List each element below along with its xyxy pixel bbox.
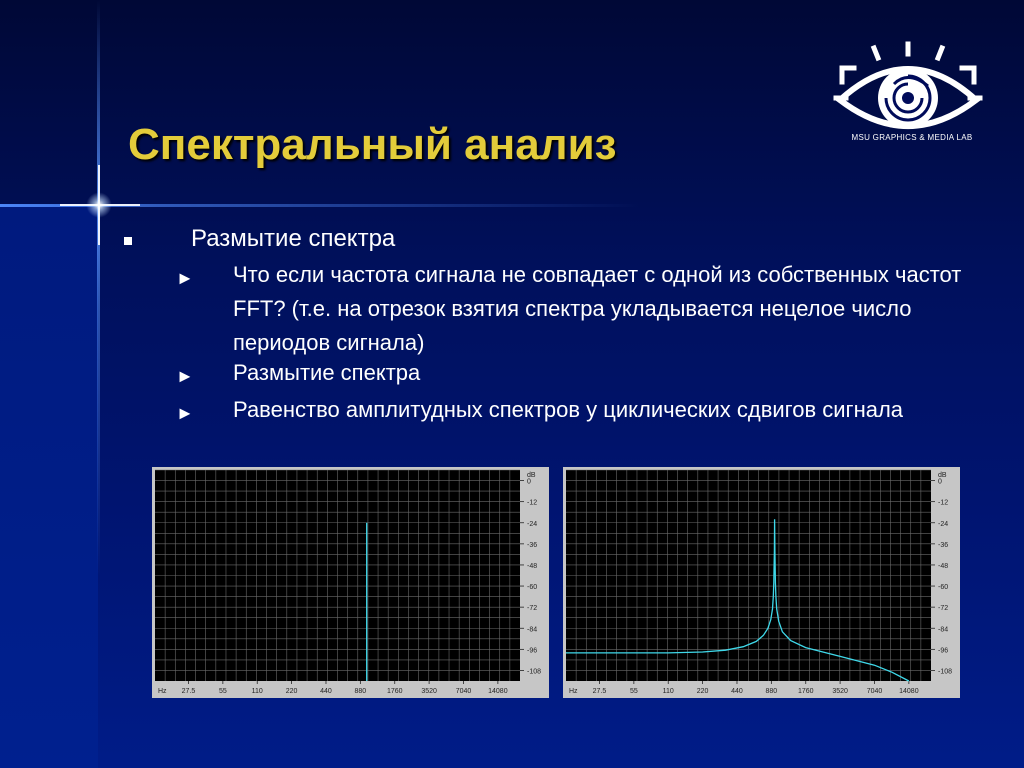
bullet-level1-text: Размытие спектра xyxy=(191,225,396,252)
y-unit-label: dB xyxy=(938,472,947,479)
y-tick-label: -96 xyxy=(938,647,949,655)
x-unit-label: Hz xyxy=(569,688,578,695)
x-tick-label: 880 xyxy=(354,688,367,695)
x-tick-label: 110 xyxy=(662,688,674,695)
x-tick-label: 14080 xyxy=(899,688,919,695)
y-tick-label: -12 xyxy=(938,499,949,507)
y-tick-label: -12 xyxy=(527,499,538,507)
y-tick-label: 0 xyxy=(527,478,531,486)
y-tick-label: -72 xyxy=(938,605,949,613)
x-tick-label: 27.5 xyxy=(181,688,196,695)
spectrum-chart-right xyxy=(563,467,960,698)
bullet-level2-item: Равенство амплитудных спектров у циклических сдвигов сигнала xyxy=(233,397,904,422)
y-unit-label: dB xyxy=(527,472,536,479)
y-tick-label: -36 xyxy=(527,541,538,549)
x-unit-label: Hz xyxy=(158,688,167,695)
sparkle-ray-vertical xyxy=(98,165,100,245)
x-tick-label: 7040 xyxy=(455,688,472,695)
arrow-bullet-icon: ► xyxy=(176,403,194,423)
y-tick-label: -108 xyxy=(938,668,953,676)
y-tick-label: -96 xyxy=(527,647,538,655)
x-tick-label: 3520 xyxy=(832,688,848,695)
x-tick-label: 1760 xyxy=(797,688,814,695)
spectrum-chart-right-svg xyxy=(563,467,960,698)
vertical-accent-line xyxy=(97,0,100,768)
x-tick-label: 220 xyxy=(696,688,709,695)
x-tick-label: 14080 xyxy=(488,688,508,695)
y-tick-label: -84 xyxy=(527,626,538,634)
y-tick-label: -48 xyxy=(938,562,949,570)
y-tick-label: -24 xyxy=(527,520,538,528)
y-tick-label: -60 xyxy=(527,584,538,592)
arrow-bullet-icon: ► xyxy=(176,366,194,386)
x-tick-label: 7040 xyxy=(866,688,883,695)
x-tick-label: 220 xyxy=(285,688,298,695)
x-tick-label: 440 xyxy=(731,688,743,695)
bullet-square-icon xyxy=(124,237,132,245)
grid xyxy=(566,470,931,681)
y-tick-label: -84 xyxy=(938,626,949,634)
x-tick-label: 27.5 xyxy=(592,688,607,695)
x-tick-label: 55 xyxy=(629,688,638,695)
y-tick-label: -48 xyxy=(527,562,538,570)
x-tick-label: 440 xyxy=(320,688,332,695)
x-tick-label: 1760 xyxy=(386,688,403,695)
x-tick-label: 3520 xyxy=(421,688,437,695)
logo-caption: MSU GRAPHICS & MEDIA LAB xyxy=(851,133,973,142)
grid xyxy=(155,470,520,681)
x-tick-label: 55 xyxy=(218,688,227,695)
y-tick-label: -24 xyxy=(938,520,949,528)
spectrum-chart-left xyxy=(152,467,549,698)
y-tick-label: -72 xyxy=(527,605,538,613)
logo-pupil xyxy=(902,92,914,104)
x-tick-label: 880 xyxy=(765,688,778,695)
left-accent-band xyxy=(0,205,98,768)
slide-title: Спектральный анализ xyxy=(128,120,617,169)
sparkle-ray-horizontal xyxy=(60,204,140,206)
arrow-bullet-icon: ► xyxy=(176,268,194,288)
spectrum-chart-left-svg xyxy=(152,467,549,698)
y-tick-label: -108 xyxy=(527,668,542,676)
y-tick-label: -36 xyxy=(938,541,949,549)
x-tick-label: 110 xyxy=(251,688,263,695)
y-tick-label: -60 xyxy=(938,584,949,592)
y-tick-label: 0 xyxy=(938,478,942,486)
bullet-level2-item: Что если частота сигнала не совпадает с одной из собственных частот FFT? (т.е. на отрезок взятия спектра укладывается нецелое число периодов сигнала) xyxy=(233,262,962,355)
bullet-level2-item: Размытие спектра xyxy=(233,360,421,385)
